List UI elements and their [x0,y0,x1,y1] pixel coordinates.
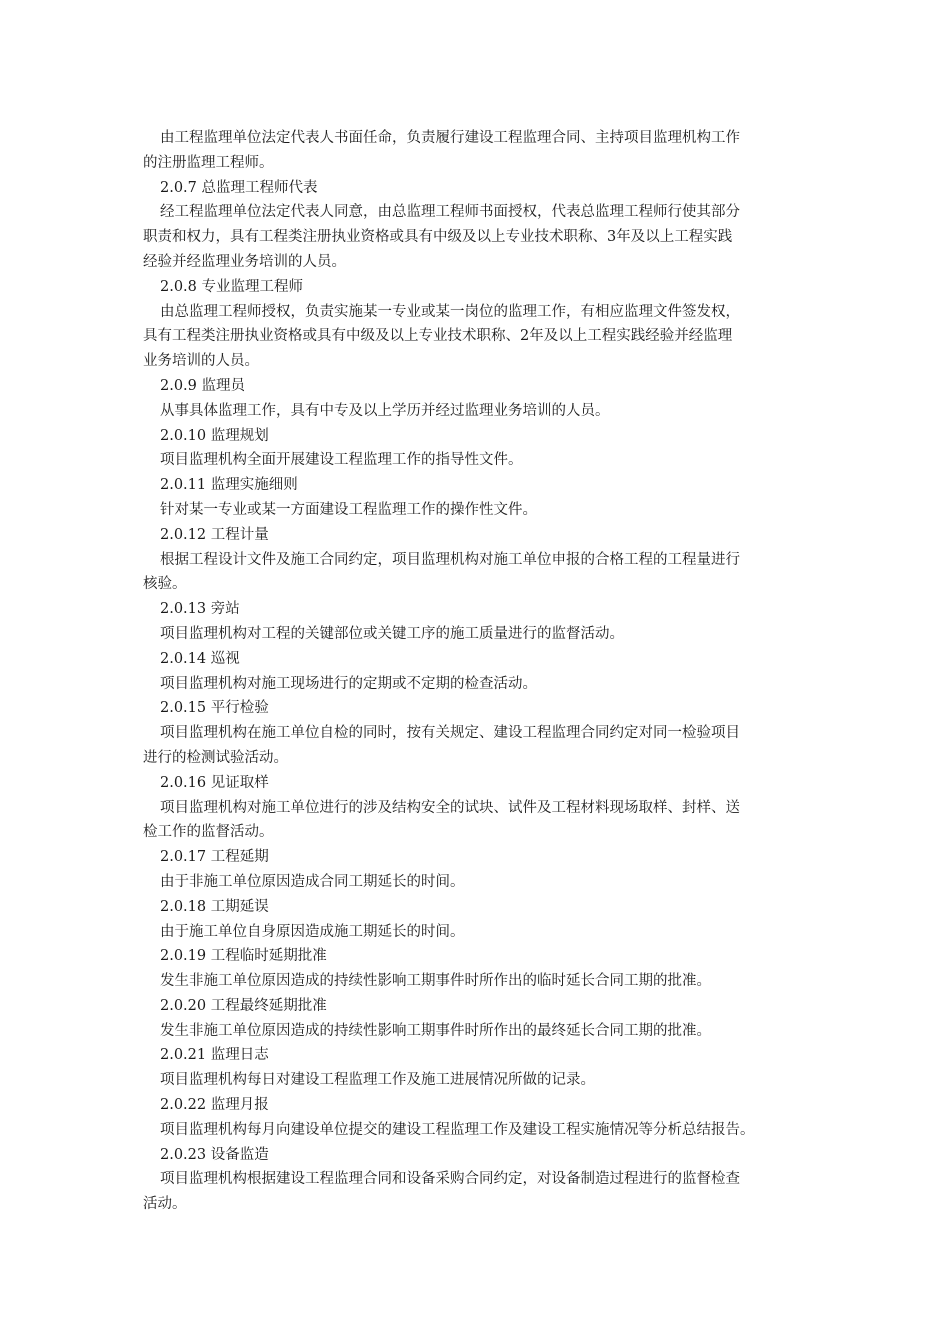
paragraph-line: 核验。 [143,576,187,593]
paragraph-line: 项目监理机构对工程的关键部位或关键工序的施工质量进行的监督活动。 [160,625,624,642]
section-heading: 2.0.15 平行检验 [160,700,269,717]
paragraph-line: 发生非施工单位原因造成的持续性影响工期事件时所作出的临时延长合同工期的批准。 [160,973,711,990]
section-heading: 2.0.17 工程延期 [160,849,269,866]
paragraph-line: 检工作的监督活动。 [143,824,274,841]
paragraph-line: 针对某一专业或某一方面建设工程监理工作的操作性文件。 [160,501,537,518]
section-heading: 2.0.14 巡视 [160,650,240,667]
section-heading: 2.0.7 总监理工程师代表 [160,179,318,196]
paragraph-line: 从事具体监理工作，具有中专及以上学历并经过监理业务培训的人员。 [160,402,610,419]
paragraph-line: 职责和权力，具有工程类注册执业资格或具有中级及以上专业技术职称、3年及以上工程实践 [143,229,733,246]
paragraph-line: 活动。 [143,1196,187,1213]
paragraph-line: 项目监理机构每月向建设单位提交的建设工程监理工作及建设工程实施情况等分析总结报告。 [160,1121,755,1138]
paragraph-line: 发生非施工单位原因造成的持续性影响工期事件时所作出的最终延长合同工期的批准。 [160,1022,711,1039]
paragraph-line: 进行的检测试验活动。 [143,749,288,766]
paragraph-line: 项目监理机构根据建设工程监理合同和设备采购合同约定，对设备制造过程进行的监督检查 [160,1171,740,1188]
paragraph-line: 经验并经监理业务培训的人员。 [143,253,346,270]
section-heading: 2.0.12 工程计量 [160,526,269,543]
paragraph-line: 项目监理机构在施工单位自检的同时，按有关规定、建设工程监理合同约定对同一检验项目 [160,725,740,742]
paragraph-line: 项目监理机构对施工现场进行的定期或不定期的检查活动。 [160,675,537,692]
section-heading: 2.0.8 专业监理工程师 [160,278,304,295]
section-heading: 2.0.13 旁站 [160,601,240,618]
document-body [143,126,823,1217]
paragraph-line: 根据工程设计文件及施工合同约定，项目监理机构对施工单位申报的合格工程的工程量进行 [160,551,740,568]
paragraph-line: 具有工程类注册执业资格或具有中级及以上专业技术职称、2年及以上工程实践经验并经监理 [143,328,733,345]
paragraph-line: 项目监理机构全面开展建设工程监理工作的指导性文件。 [160,452,523,469]
paragraph-line: 由工程监理单位法定代表人书面任命，负责履行建设工程监理合同、主持项目监理机构工作 [160,130,740,146]
paragraph-line: 的注册监理工程师。 [143,154,274,171]
section-heading: 2.0.10 监理规划 [160,427,269,444]
section-heading: 2.0.21 监理日志 [160,1047,269,1064]
section-heading: 2.0.11 监理实施细则 [160,477,298,494]
section-heading: 2.0.18 工期延误 [160,898,269,915]
paragraph-line: 业务培训的人员。 [143,353,259,370]
paragraph-line: 经工程监理单位法定代表人同意，由总监理工程师书面授权，代表总监理工程师行使其部分 [160,204,740,221]
section-heading: 2.0.9 监理员 [160,377,246,394]
paragraph-line: 由于非施工单位原因造成合同工期延长的时间。 [160,873,465,890]
paragraph-line: 项目监理机构每日对建设工程监理工作及施工进展情况所做的记录。 [160,1072,595,1089]
section-heading: 2.0.22 监理月报 [160,1097,269,1114]
paragraph-line: 由总监理工程师授权，负责实施某一专业或某一岗位的监理工作，有相应监理文件签发权， [160,303,740,320]
paragraph-line: 项目监理机构对施工单位进行的涉及结构安全的试块、试件及工程材料现场取样、封样、送 [160,799,740,816]
paragraph-line: 由于施工单位自身原因造成施工期延长的时间。 [160,923,465,940]
section-heading: 2.0.23 设备监造 [160,1146,269,1163]
section-heading: 2.0.20 工程最终延期批准 [160,997,327,1014]
section-heading: 2.0.16 见证取样 [160,774,269,791]
section-heading: 2.0.19 工程临时延期批准 [160,948,327,965]
